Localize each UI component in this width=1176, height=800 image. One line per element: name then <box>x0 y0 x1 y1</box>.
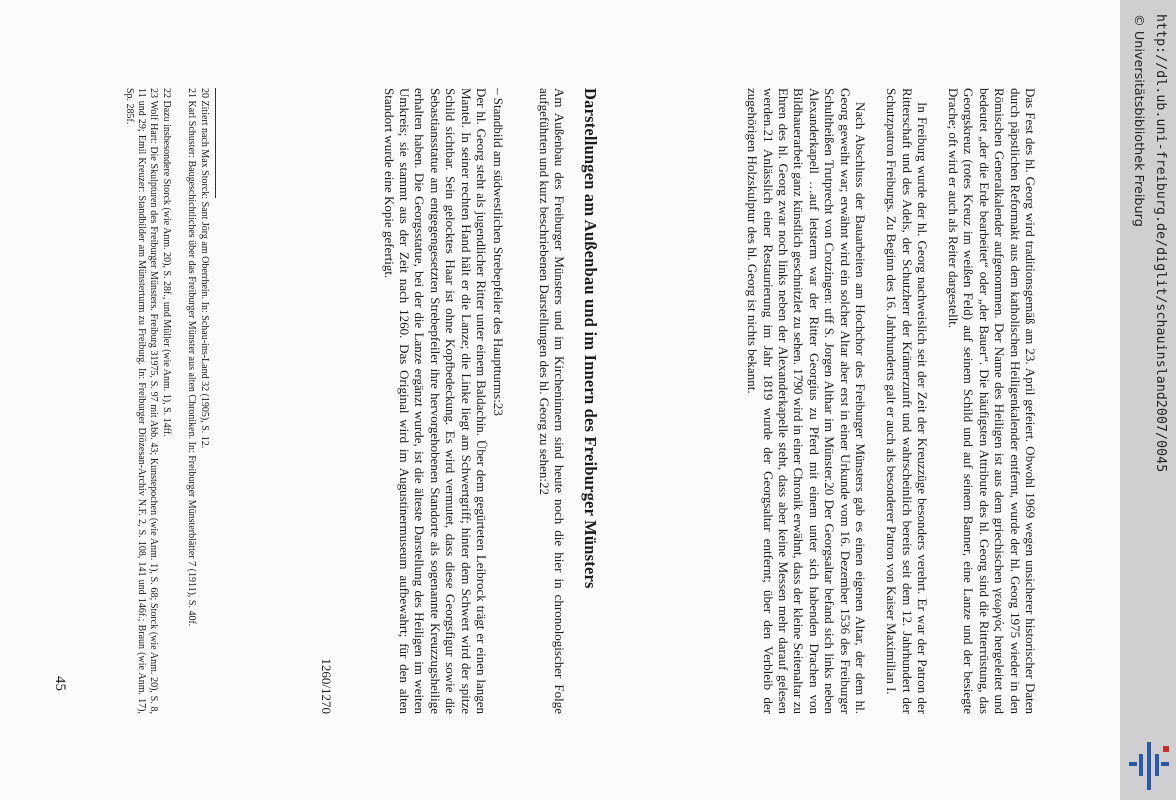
sidebar-text-block <box>1120 0 1176 800</box>
section-intro: Am Außenbau des Freiburger Münsters und im Kircheninnern sind heute noch die hier in chronologischer Folge aufgeführten und kurz beschriebenen Darstellungen des hl. Georg zu sehen:22 <box>536 88 567 714</box>
page-number: 45 <box>52 676 68 691</box>
body-paragraph-1: Das Fest des hl. Georg wird traditionsgemäß am 23. April gefeiert. Obwohl 1969 wegen unsicherer historischer Daten durch päpstlichen Reformakt aus dem katholischen Heiligenkalender entfernt, wurde der hl. Georg 1975 wieder in den Römischen Generalkalender aufgenommen. Der Name des Heiligen ist aus dem griechischen γεωργός hergeleitet und bedeutet „der die Erde bearbeitet“ oder „der Bauer“. Die häufigsten Attribute des hl. Georg sind die Ritterrüstung, das Georgskreuz (rotes Kreuz im weißen Feld) auf seinem Schild und auf seinem Banner, eine Lanze und der besiegte Drache; oft wird er auch als Reiter dargestellt. <box>945 88 1038 714</box>
footnote-23: 23 Wolf Hart: Die Skulpturen des Freiburger Münsters. Freiburg 31975, S. 97 mit Abb. 43; Kunstepochen (wie Anm. 1), S. 68; Storck (wie Anm. 20), S. 8, 11 und 29; Emil Kreuzer: Standbilder am Münsterturm zu Freiburg. In: Freiburger Diözesan-Archiv N.F. 2, S. 108, 141 und 146f.; Braun (wie Anm. 17), Sp. 285f. <box>124 88 159 714</box>
copyright-notice: © Universitätsbibliothek Freiburg <box>1131 14 1146 227</box>
subsection-heading: – Standbild am südwestlichen Strebepfeiler des Hauptturms:23 <box>491 88 506 416</box>
permalink-url[interactable]: http://dl.ub.uni-freiburg.de/diglit/schauinsland2007/0045 <box>1153 14 1168 473</box>
footnote-rule <box>215 88 216 198</box>
footnote-20: 20 Zitiert nach Max Storck: Sant Jörg am Oberrhein. In: Schau-ins-Land 32 (1905), S. 12. <box>199 88 210 449</box>
subsection-date: 1260/1270 <box>319 658 334 714</box>
subsection-text: Der hl. Georg steht als jugendlicher Ritter unter einem Baldachin. Über dem gegürteten Leibrock trägt er einen langen Mantel. In seiner rechten Hand hält er die Lanze; die Linke liegt am Schwertgriff; hinter dem Schwert wird der spitze Schild sichtbar. Sein gelocktes Haar ist ohne Kopfbedeckung. Es wird vermutet, dass diese Georgsfigur sowie die Sebastiansstatue am entgegengesetzten Strebepfeiler ihre hervorgehobenen Standorte als sogenannte Kreuzzugsheilige erhalten haben. Die Georgsstatue, bei der die Lanze ergänzt wurde, ist die älteste Darstellung des Heiligen im weiten Umkreis; sie stammt aus der Zeit nach 1260. Das Original wird im Augustinermuseum aufbewahrt; für den alten Standort wurde eine Kopie gefertigt. <box>381 88 489 714</box>
library-logo-icon <box>1127 740 1171 792</box>
section-heading: Darstellungen am Außenbau und im Innern des Freiburger Münsters <box>581 88 600 589</box>
library-sidebar <box>1120 0 1176 800</box>
body-paragraph-3: Nach Abschluss der Bauarbeiten am Hochchor des Freiburger Münsters gab es einen eigenen Altar, der dem hl. Georg geweiht war; erwähnt wird ein solcher Altar aber erst in einer Urkunde vom 16. Dezember 1536 des Freiburger Schultheißen Trutprecht von Crotzingen: uff S. Jorgen Althar im Münster.20 Der Georgsaltar befand sich links neben Alexanderkapell …auf letsterm war der Ritter Georgius zu Pferd mit einem unter sich habenden Drachen von Bildhauerarbeit ganz künstlich geschnitzlet zu sehen. 1790 wird in einer Chronik erwähnt, dass der kleine Seitenaltar zu Ehren des hl. Georg zwar noch links neben der Alexanderkapelle steht, dass aber keine Messen mehr darauf gelesen werden.21 Anlässlich einer Restaurierung im Jahr 1819 wurde der Georgsaltar entfernt; über den Verbleib der zugehörigen Holzskulptur des hl. Georg ist nichts bekannt. <box>745 88 868 714</box>
body-paragraph-2: In Freiburg wurde der hl. Georg nachweislich seit der Zeit der Kreuzzüge besonders verehrt. Er war der Patron der Ritterschaft und des Adels, der Schutzherr der Krämerzunft und wahrscheinlich bereits seit dem 12. Jahrhundert der Schutzpatron Freiburgs. Zu Beginn des 16. Jahrhunderts galt er auch als besonderer Patron von Kaiser Maximilian I. <box>884 88 930 714</box>
footnote-21: 21 Karl Schuster: Baugeschichtliches über das Freiburger Münster aus alten Chroniken. In: Freiburger Münsterblätter 7 (1911), S. 40f. <box>186 88 197 627</box>
footnote-22: 22 Dazu insbesondere Storck (wie Anm. 20), S. 28f., und Müller (wie Anm. 1), S. 14ff. <box>161 88 172 437</box>
